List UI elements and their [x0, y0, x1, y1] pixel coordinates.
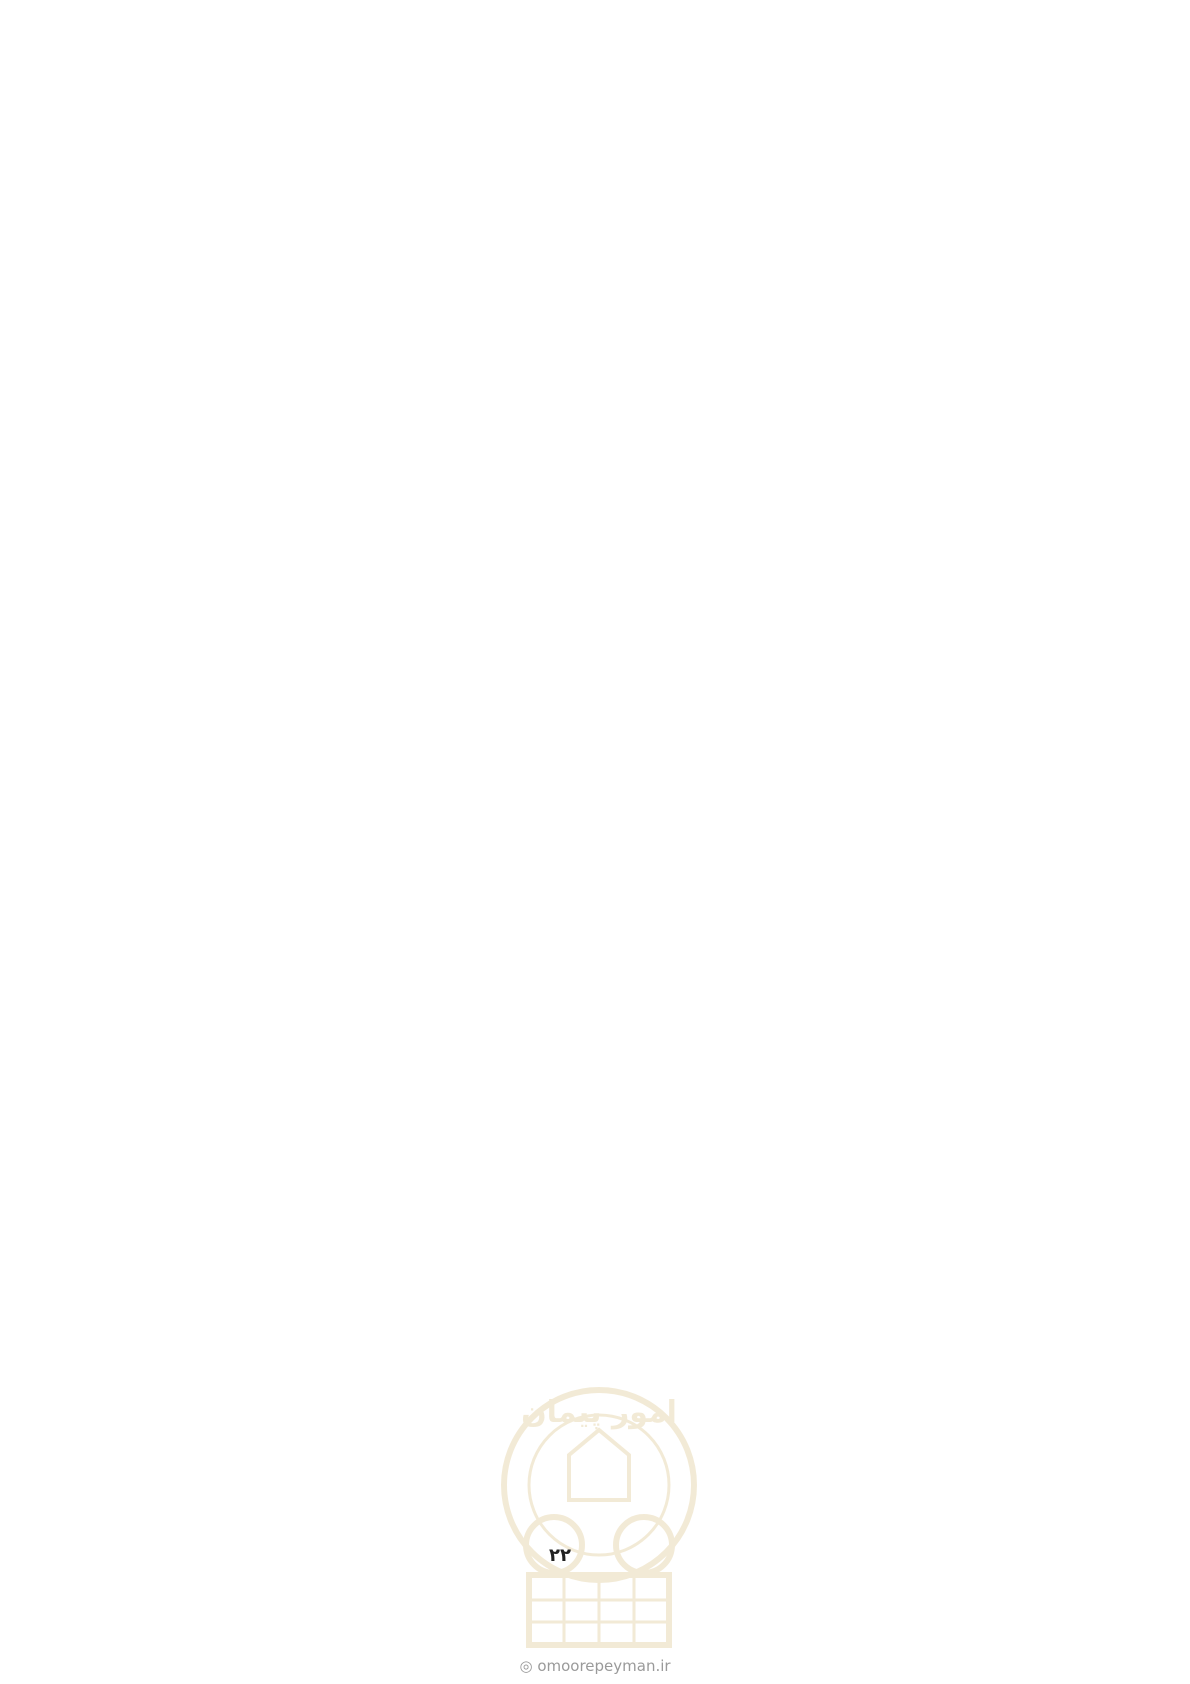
watermark-logo	[474, 1360, 724, 1660]
page-number: ۲۲	[549, 1545, 571, 1566]
globe-icon: ◎	[519, 1657, 533, 1675]
footer-site	[480, 1657, 710, 1675]
watermark-text: امور پیمان	[521, 1395, 677, 1430]
footer-site-text: omoorepeyman.ir	[537, 1657, 671, 1675]
